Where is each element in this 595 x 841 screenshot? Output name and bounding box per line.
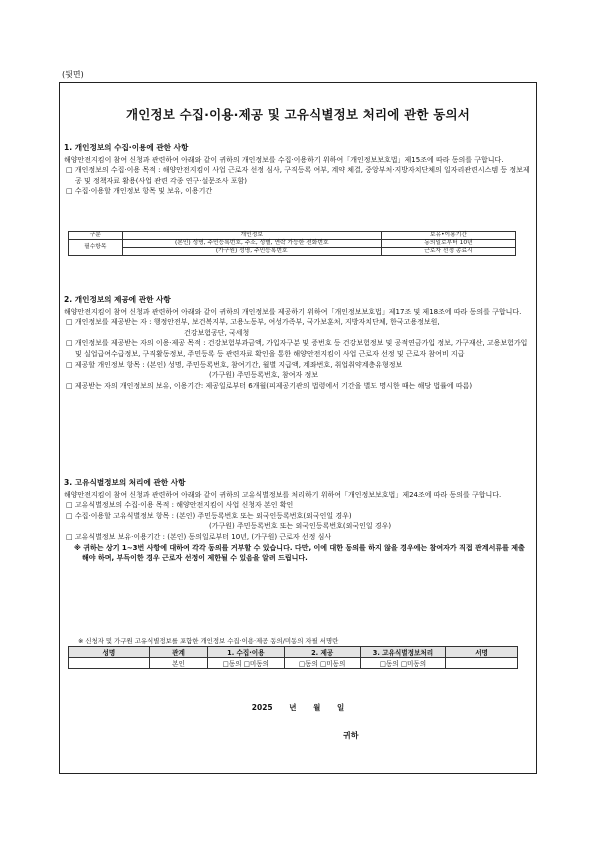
th-relation: 관계	[149, 647, 207, 658]
th-consent-uid: 3. 고유식별정보처리	[360, 647, 445, 658]
section-2-intro: 해양안전지킴이 참여 신청과 관련하여 아래와 같이 귀하의 개인정보를 제공하기 위하여「개인정보보호법」제17조 및 제18조에 따라 동의를 구합니다.	[64, 307, 522, 316]
date-line: 2025 년 월 일	[251, 703, 345, 712]
section-2-items-cont: (가구원) 주민등록번호, 참여자 정보	[209, 371, 319, 380]
cell-period-2: 근로자 선정 종료시	[381, 248, 515, 256]
consent-form	[59, 82, 537, 774]
section-3	[64, 478, 530, 564]
th-signature: 서명	[446, 647, 518, 658]
section-3-heading: 3. 고유식별정보의 처리에 관한 사항	[64, 478, 186, 487]
section-2-items: □ 제공할 개인정보 항목 : (본인) 성명, 주민등록번호, 참여기간, 월별 지급액, 계좌번호, 취업취약계층유형정보	[66, 360, 403, 369]
consent-uid-checkbox[interactable]: □동의 □미동의	[360, 658, 445, 669]
signature-field[interactable]	[446, 658, 518, 669]
th-name: 성명	[69, 647, 150, 658]
cell-period-1: 동의일로부터 10년	[381, 240, 515, 248]
section-1-purpose: □ 개인정보의 수집·이용 목적 : 해양안전지킴이 사업 근로자 선정 심사, 구직등록 여부, 계약 체결, 중앙부처·지방자치단체의 일자리관련시스템 등 정보제공 및 정책자료 활용(사업 관련 각종 연구·설문조사 포함)	[66, 166, 530, 185]
section-3-intro: 해양안전지킴이 참여 신청과 관련하여 아래와 같이 귀하의 고유식별정보를 처리하기 위하여「개인정보보호법」제24조에 따라 동의를 구합니다.	[64, 490, 502, 499]
section-2-recipients: □ 개인정보를 제공받는 자 : 행정안전부, 보건복지부, 고용노동부, 여성가족부, 국가보훈처, 지방자치단체, 한국고용정보원,	[66, 318, 440, 327]
page-label: (뒷면)	[62, 70, 84, 79]
consent-provide-checkbox[interactable]: □동의 □미동의	[284, 658, 360, 669]
th-type: 구분	[69, 232, 123, 240]
section-1-items: □ 수집·이용할 개인정보 항목 및 보유, 이용기간	[66, 187, 213, 196]
name-field[interactable]	[69, 658, 150, 669]
section-2	[64, 295, 530, 391]
section-3-items-cont: (가구원) 주민등록번호 또는 외국인등록번호(외국인일 경우)	[209, 522, 392, 531]
section-1-intro: 해양안전지킴이 참여 신청과 관련하여 아래와 같이 귀하의 개인정보를 수집·이용하기 위하여「개인정보보호법」제15조에 따라 동의를 구합니다.	[64, 155, 504, 164]
section-3-purpose: □ 고유식별정보의 수집·이용 목적 : 해양안전지킴이 사업 신청자 본인 확인	[66, 501, 294, 510]
section-3-period: □ 고유식별정보 보유·이용기간 : (본인) 동의일로부터 10년, (가구원) 근로자 선정 심사	[66, 532, 332, 541]
cell-info-2: (가구원) 성명, 주민등록번호	[122, 248, 381, 256]
recipient: 귀하	[343, 731, 359, 740]
form-title: 개인정보 수집·이용·제공 및 고유식별정보 처리에 관한 동의서	[125, 107, 471, 122]
retention-table	[68, 231, 516, 256]
th-info: 개인정보	[122, 232, 381, 240]
section-2-purpose: □ 개인정보를 제공받는 자의 이용·제공 목적 : 건강보험부과금액, 가입자구분 및 증번호 등 건강보험정보 및 공적연금가입 정보, 가구재산, 고용보험가입 및 실업급여수급정보, 구직활동정보, 주민등록 등 관련자료 확인을 통한 해양안전지킴이 사업 근로자 선정 및 근로자 참여비 지급	[66, 339, 528, 358]
cell-info-1: (본인) 성명, 주민등록번호, 주소, 성별, 연락 가능한 전화번호	[122, 240, 381, 248]
section-1-heading: 1. 개인정보의 수집·이용에 관한 사항	[64, 143, 189, 152]
section-3-items: □ 수집·이용할 고유식별정보 항목 : (본인) 주민등록번호 또는 외국인등록번호(외국인일 경우)	[66, 511, 352, 520]
section-1	[64, 143, 530, 197]
consent-collect-checkbox[interactable]: □동의 □미동의	[208, 658, 284, 669]
signature-table	[68, 646, 518, 669]
relation-cell: 본인	[149, 658, 207, 669]
refusal-notice: ※ 귀하는 상기 1~3번 사항에 대하여 각각 동의를 거부할 수 있습니다. 다만, 이에 대한 동의를 하지 않을 경우에는 참여자가 직접 관계서류를 제출해야 하며, 부득이한 경우 근로자 선정이 제한될 수 있음을 알려 드립니다.	[74, 543, 525, 563]
th-consent-provide: 2. 제공	[284, 647, 360, 658]
signature-caption: ※ 신청자 및 가구원 고유식별정보를 포함한 개인정보 수집·이용·제공 동의/미동의 자필 서명란	[78, 637, 339, 645]
section-2-recipients-cont: 건강보험공단, 국세청	[184, 328, 250, 337]
row-label: 필수항목	[69, 240, 123, 256]
section-2-heading: 2. 개인정보의 제공에 관한 사항	[64, 295, 171, 304]
th-period: 보유•이용기간	[381, 232, 515, 240]
section-2-period: □ 제공받는 자의 개인정보의 보유, 이용기간: 제공일로부터 6개월(피제공기관의 법령에서 기간을 별도 명시한 때는 해당 법률에 따름)	[66, 381, 473, 390]
th-consent-collect: 1. 수집·이용	[208, 647, 284, 658]
